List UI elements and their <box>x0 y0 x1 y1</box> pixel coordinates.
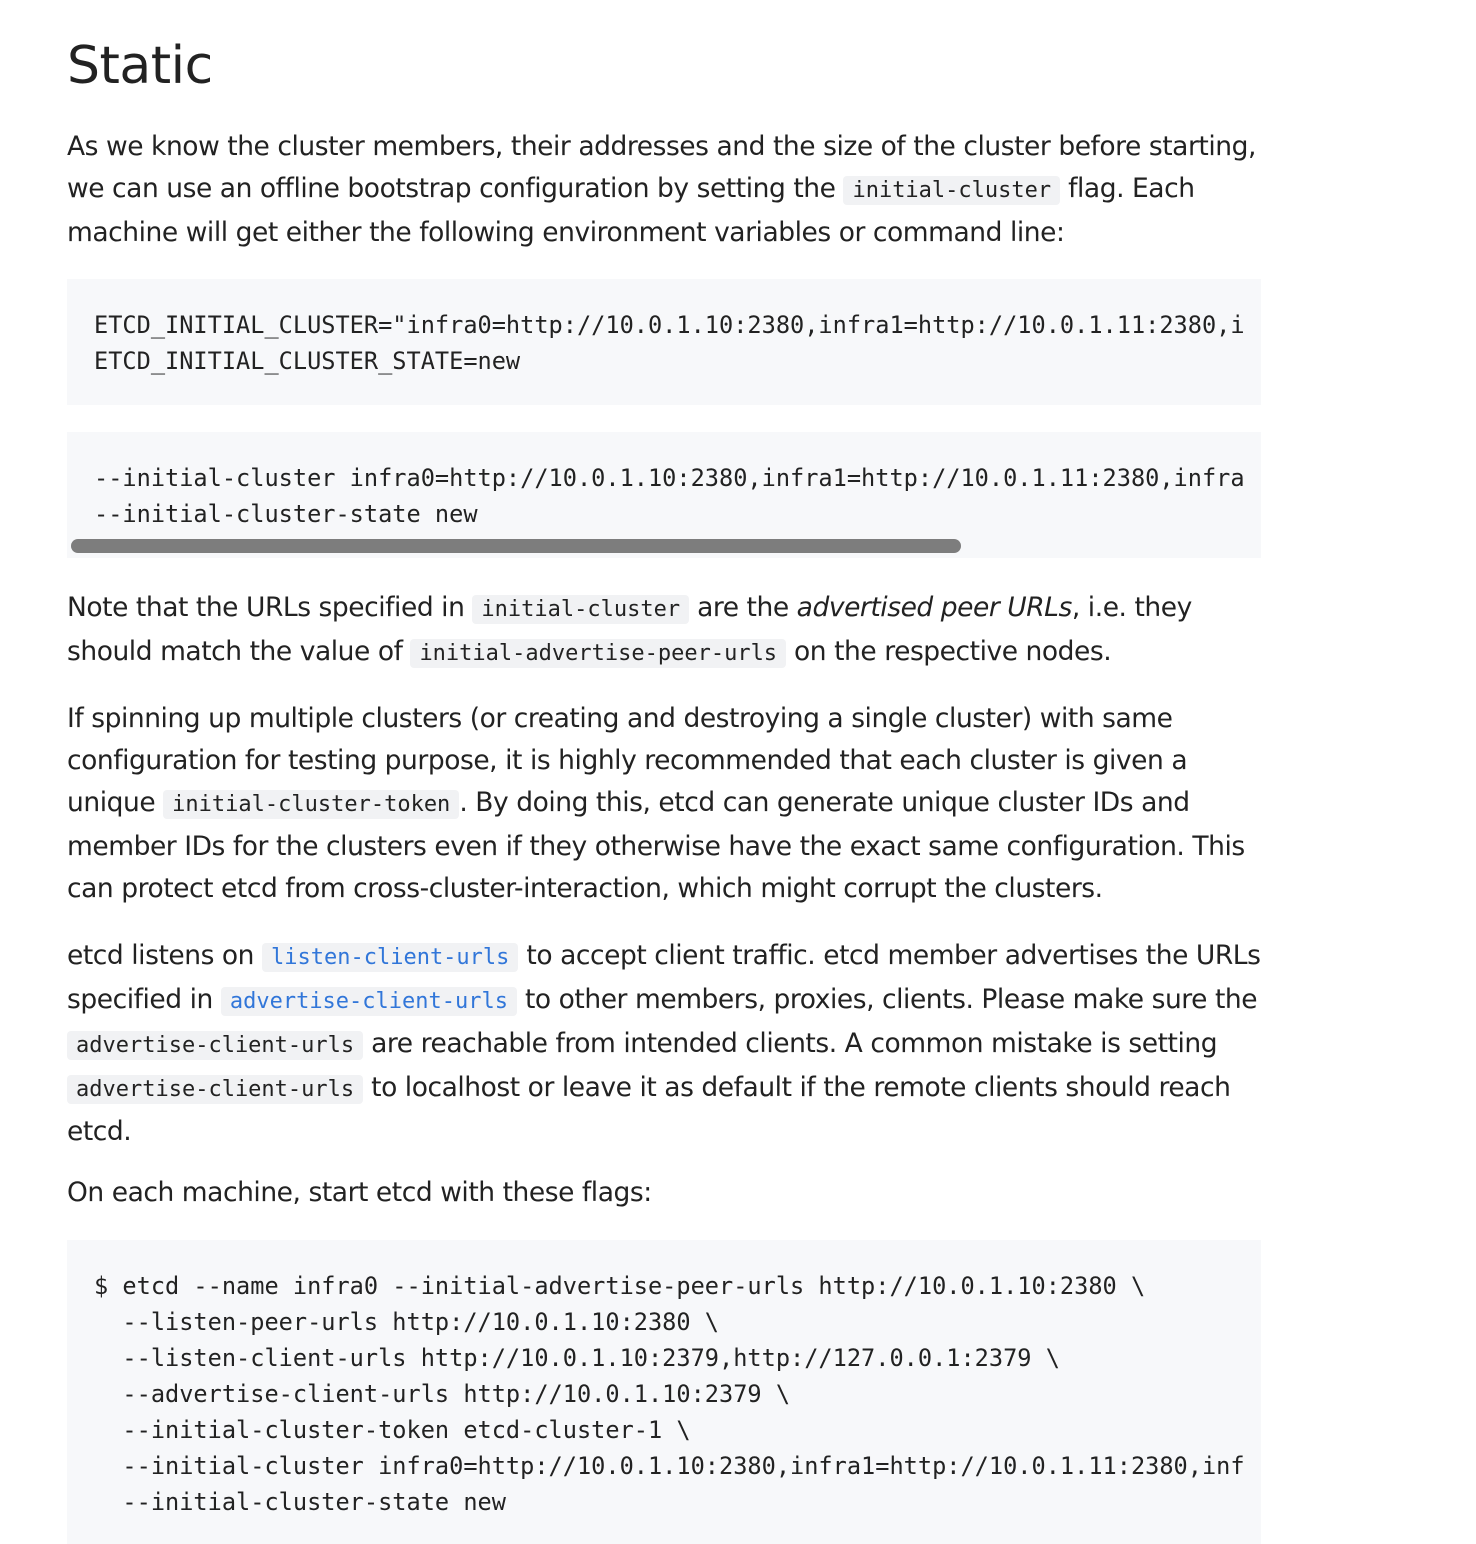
token-text: If spinning up multiple clusters (or creating and destroying a single cluster) with same configuration for testing purpose, it is highly recommended that each cluster is given a unique <box>67 703 1188 818</box>
code-line: --initial-cluster-token etcd-cluster-1 \ <box>94 1416 691 1444</box>
inline-code-advertise-client-urls: advertise-client-urls <box>67 1031 363 1060</box>
inline-code-initial-advertise-peer-urls: initial-advertise-peer-urls <box>410 639 786 668</box>
flags-code-block[interactable] <box>67 432 1261 558</box>
listen-text-2: to accept client traffic. etcd member advertises the URLs specified in <box>67 940 1261 1015</box>
link-listen-client-urls[interactable]: listen-client-urls <box>262 943 518 972</box>
code-line: --initial-cluster-state new <box>94 1488 506 1516</box>
note-text-3: , i.e. they should match the value of <box>67 592 1192 667</box>
env-vars-code-block[interactable] <box>67 279 1261 405</box>
note-paragraph <box>67 587 1261 675</box>
code-line: --initial-cluster-state new <box>94 500 478 528</box>
code-line: --initial-cluster infra0=http://10.0.1.10:2380,infra1=http://10.0.1.11:2380,infra <box>94 464 1245 492</box>
start-paragraph: On each machine, start etcd with these flags: <box>67 1177 652 1208</box>
listen-text-4: are reachable from intended clients. A common mistake is setting <box>363 1028 1218 1059</box>
listen-paragraph <box>67 935 1261 1153</box>
listen-text: etcd listens on <box>67 940 262 971</box>
link-advertise-client-urls[interactable]: advertise-client-urls <box>221 987 517 1016</box>
token-text-2: . By doing this, etcd can generate unique cluster IDs and member IDs for the clusters even if they otherwise have the exact same configuration. This can protect etcd from cross-cluster-interaction, which might corrupt the clusters. <box>67 787 1245 904</box>
note-text-4: on the respective nodes. <box>786 636 1112 667</box>
intro-text: As we know the cluster members, their addresses and the size of the cluster before starting, we can use an offline bootstrap configuration by setting the <box>67 131 1256 204</box>
code-line: ETCD_INITIAL_CLUSTER="infra0=http://10.0.1.10:2380,infra1=http://10.0.1.11:2380,i <box>94 311 1245 339</box>
token-paragraph <box>67 698 1261 910</box>
code-line: $ etcd --name infra0 --initial-advertise-peer-urls http://10.0.1.10:2380 \ <box>94 1272 1146 1300</box>
code-line: --listen-peer-urls http://10.0.1.10:2380 \ <box>94 1308 720 1336</box>
code-line: --initial-cluster infra0=http://10.0.1.10:2380,infra1=http://10.0.1.11:2380,inf <box>94 1452 1245 1480</box>
start-command-code-block[interactable] <box>67 1240 1261 1544</box>
flags-code <box>67 432 1261 532</box>
env-vars-code <box>67 279 1261 379</box>
intro-text-2: flag. Each machine will get either the following environment variables or command line: <box>67 173 1195 248</box>
listen-text-5: to localhost or leave it as default if the remote clients should reach etcd. <box>67 1072 1231 1147</box>
section-heading: Static <box>67 36 213 96</box>
inline-code-initial-cluster: initial-cluster <box>843 176 1060 205</box>
start-command-code <box>67 1240 1261 1520</box>
code-line: --advertise-client-urls http://10.0.1.10:2379 \ <box>94 1380 791 1408</box>
inline-code-initial-cluster: initial-cluster <box>472 595 689 624</box>
note-text: Note that the URLs specified in <box>67 592 473 623</box>
inline-code-initial-cluster-token: initial-cluster-token <box>163 790 459 819</box>
horizontal-scrollbar[interactable] <box>71 539 961 553</box>
emphasis-advertised-peer-urls: advertised peer URLs <box>796 592 1072 623</box>
intro-paragraph <box>67 126 1261 254</box>
note-text-2: are the <box>689 592 797 623</box>
listen-text-3: to other members, proxies, clients. Please make sure the <box>517 984 1258 1015</box>
code-line: ETCD_INITIAL_CLUSTER_STATE=new <box>94 347 521 375</box>
code-line: --listen-client-urls http://10.0.1.10:2379,http://127.0.0.1:2379 \ <box>94 1344 1060 1372</box>
inline-code-advertise-client-urls: advertise-client-urls <box>67 1075 363 1104</box>
